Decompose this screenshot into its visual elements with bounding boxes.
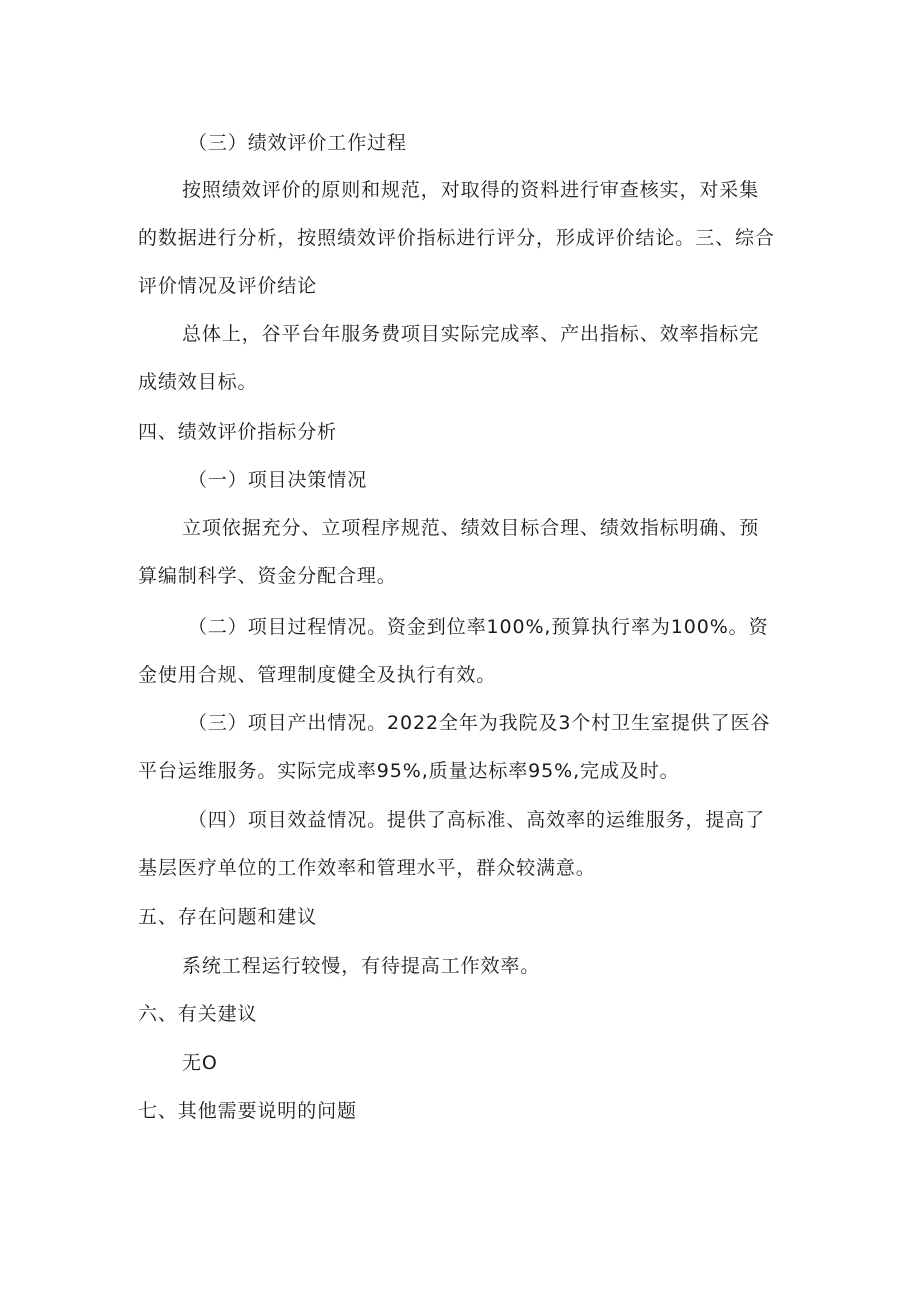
heading-related-suggestions: 六、有关建议: [138, 1003, 258, 1025]
paragraph-evaluation-process: 按照绩效评价的原则和规范，对取得的资料进行审查核实，对采集的数据进行分析，按照绩效评价指标进行评分，形成评价结论。三、综合评价情况及评价结论: [138, 179, 775, 297]
paragraph-decision: 立项依据充分、立项程序规范、绩效目标合理、绩效指标明确、预算编制科学、资金分配合理。: [138, 517, 760, 587]
heading-problems-suggestions: 五、存在问题和建议: [138, 906, 318, 928]
paragraph-none: 无O: [182, 1052, 218, 1074]
subheading-decision: （一）项目决策情况: [188, 469, 368, 491]
subheading-evaluation-process: （三）绩效评价工作过程: [188, 132, 407, 154]
paragraph-process: （二）项目过程情况。资金到位率100%,预算执行率为100%。资金使用合规、管理制度健全及执行有效。: [138, 616, 769, 686]
heading-other-notes: 七、其他需要说明的问题: [138, 1100, 357, 1122]
paragraph-benefit: （四）项目效益情况。提供了高标准、高效率的运维服务，提高了基层医疗单位的工作效率和管理水平，群众较满意。: [138, 809, 766, 879]
heading-indicator-analysis: 四、绩效评价指标分析: [138, 421, 338, 443]
paragraph-problems: 系统工程运行较慢，有待提高工作效率。: [182, 955, 541, 977]
paragraph-overall-conclusion: 总体上，谷平台年服务费项目实际完成率、产出指标、效率指标完成绩效目标。: [138, 323, 760, 393]
paragraph-output: （三）项目产出情况。2022全年为我院及3个村卫生室提供了医谷平台运维服务。实际完成率95%,质量达标率95%,完成及时。: [138, 712, 771, 782]
